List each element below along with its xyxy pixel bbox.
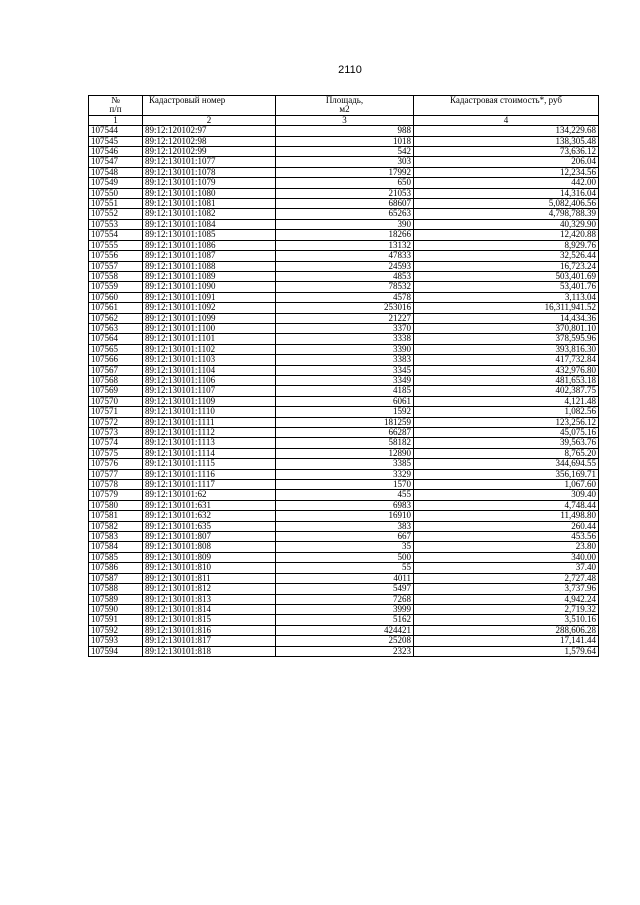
area-cell: 3999 [276,604,414,614]
cadastral-value-cell: 4,942.24 [414,594,599,604]
row-number-cell: 107562 [89,313,143,323]
cadastral-number-cell: 89:12:130101:1084 [143,219,276,229]
cadastral-value-cell: 417,732.84 [414,355,599,365]
area-cell: 65263 [276,209,414,219]
cadastral-value-cell: 453.56 [414,532,599,542]
cadastral-value-cell: 4,798,788.39 [414,209,599,219]
area-cell: 253016 [276,303,414,313]
cadastral-number-cell: 89:12:130101:1078 [143,167,276,177]
cadastral-value-cell: 37.40 [414,563,599,573]
area-cell: 650 [276,178,414,188]
cadastral-number-cell: 89:12:120102:98 [143,136,276,146]
cadastral-number-cell: 89:12:130101:1117 [143,480,276,490]
cadastral-number-cell: 89:12:130101:1080 [143,188,276,198]
area-cell: 47833 [276,251,414,261]
table-row [89,240,599,250]
cadastral-value-cell: 1,082.56 [414,407,599,417]
row-number-cell: 107563 [89,323,143,333]
area-cell: 3385 [276,459,414,469]
cadastral-value-cell: 340.00 [414,552,599,562]
cadastral-value-cell: 8,929.76 [414,240,599,250]
table-row [89,594,599,604]
area-cell: 66287 [276,428,414,438]
cadastral-value-cell: 138,305.48 [414,136,599,146]
table-row [89,230,599,240]
row-number-cell: 107570 [89,396,143,406]
table-row [89,646,599,656]
row-number-cell: 107576 [89,459,143,469]
cadastral-value-cell: 393,816.30 [414,344,599,354]
cadastral-number-cell: 89:12:130101:1091 [143,292,276,302]
cadastral-number-cell: 89:12:130101:812 [143,584,276,594]
cadastral-number-cell: 89:12:130101:817 [143,636,276,646]
area-cell: 455 [276,490,414,500]
row-number-cell: 107593 [89,636,143,646]
cadastral-number-cell: 89:12:130101:1086 [143,240,276,250]
table-row [89,271,599,281]
row-number-cell: 107580 [89,500,143,510]
cadastral-number-cell: 89:12:130101:1109 [143,396,276,406]
area-cell: 1570 [276,480,414,490]
row-number-cell: 107569 [89,386,143,396]
cadastral-number-cell: 89:12:130101:1101 [143,334,276,344]
area-cell: 58182 [276,438,414,448]
table-row [89,313,599,323]
row-number-cell: 107575 [89,448,143,458]
cadastral-number-cell: 89:12:130101:811 [143,573,276,583]
column-number: 3 [276,115,414,125]
row-number-cell: 107560 [89,292,143,302]
cadastral-number-cell: 89:12:130101:1085 [143,230,276,240]
cadastral-value-cell: 481,653.18 [414,375,599,385]
area-cell: 3338 [276,334,414,344]
area-cell: 3345 [276,365,414,375]
cadastral-value-cell: 16,311,941.52 [414,303,599,313]
cadastral-value-cell: 260.44 [414,521,599,531]
column-number-row [89,115,599,125]
area-cell: 21227 [276,313,414,323]
cadastral-value-cell: 123,256.12 [414,417,599,427]
table-row [89,167,599,177]
table-row [89,532,599,542]
row-number-cell: 107558 [89,271,143,281]
cadastral-value-cell: 378,595.96 [414,334,599,344]
header-row-number [89,96,143,116]
table-row [89,584,599,594]
cadastral-value-cell: 14,316.04 [414,188,599,198]
table-row [89,355,599,365]
header-area [276,96,414,116]
area-cell: 4185 [276,386,414,396]
table-row [89,126,599,136]
table-row [89,448,599,458]
row-number-cell: 107567 [89,365,143,375]
cadastral-value-cell: 1,579.64 [414,646,599,656]
cadastral-number-cell: 89:12:130101:1110 [143,407,276,417]
table-row [89,282,599,292]
header-row-number-text: № п/п [109,95,122,115]
table-row [89,147,599,157]
table-row [89,469,599,479]
cadastral-number-cell: 89:12:130101:818 [143,646,276,656]
table-row [89,615,599,625]
area-cell: 390 [276,219,414,229]
area-cell: 18266 [276,230,414,240]
cadastral-value-cell: 32,526.44 [414,251,599,261]
column-number: 1 [89,115,143,125]
cadastral-value-cell: 402,387.75 [414,386,599,396]
row-number-cell: 107588 [89,584,143,594]
area-cell: 16910 [276,511,414,521]
area-cell: 55 [276,563,414,573]
cadastral-number-cell: 89:12:130101:1115 [143,459,276,469]
cadastral-number-cell: 89:12:130101:631 [143,500,276,510]
row-number-cell: 107583 [89,532,143,542]
cadastral-number-cell: 89:12:130101:1092 [143,303,276,313]
cadastral-number-cell: 89:12:130101:1104 [143,365,276,375]
cadastral-number-cell: 89:12:130101:815 [143,615,276,625]
table-row [89,292,599,302]
column-number: 2 [143,115,276,125]
cadastral-number-cell: 89:12:130101:807 [143,532,276,542]
cadastral-number-cell: 89:12:130101:1107 [143,386,276,396]
cadastral-number-cell: 89:12:130101:1082 [143,209,276,219]
table-row [89,386,599,396]
cadastral-number-cell: 89:12:130101:1111 [143,417,276,427]
area-cell: 1592 [276,407,414,417]
table-row [89,428,599,438]
row-number-cell: 107552 [89,209,143,219]
area-cell: 4011 [276,573,414,583]
page-number: 2110 [338,64,362,76]
cadastral-value-cell: 288,606.28 [414,625,599,635]
row-number-cell: 107572 [89,417,143,427]
cadastral-value-cell: 8,765.20 [414,448,599,458]
row-number-cell: 107578 [89,480,143,490]
cadastral-value-cell: 3,113.04 [414,292,599,302]
row-number-cell: 107587 [89,573,143,583]
row-number-cell: 107555 [89,240,143,250]
cadastral-number-cell: 89:12:130101:635 [143,521,276,531]
area-cell: 500 [276,552,414,562]
cadastral-number-cell: 89:12:130101:1102 [143,344,276,354]
table-row [89,459,599,469]
cadastral-number-cell: 89:12:130101:1114 [143,448,276,458]
row-number-cell: 107585 [89,552,143,562]
table-header-row [89,96,599,116]
cadastral-value-cell: 39,563.76 [414,438,599,448]
area-cell: 3383 [276,355,414,365]
table-row [89,136,599,146]
cadastral-value-cell: 17,141.44 [414,636,599,646]
table-row [89,438,599,448]
column-number: 4 [414,115,599,125]
cadastral-value-cell: 206.04 [414,157,599,167]
cadastral-number-cell: 89:12:130101:1090 [143,282,276,292]
table-row [89,407,599,417]
table-row [89,178,599,188]
cadastral-value-cell: 40,329.90 [414,219,599,229]
area-cell: 3329 [276,469,414,479]
row-number-cell: 107564 [89,334,143,344]
cadastral-number-cell: 89:12:130101:1088 [143,261,276,271]
row-number-cell: 107594 [89,646,143,656]
area-cell: 78532 [276,282,414,292]
area-cell: 3349 [276,375,414,385]
table-row [89,573,599,583]
area-cell: 12890 [276,448,414,458]
row-number-cell: 107571 [89,407,143,417]
cadastral-number-cell: 89:12:130101:1116 [143,469,276,479]
area-cell: 24593 [276,261,414,271]
row-number-cell: 107548 [89,167,143,177]
header-cadastral-number: Кадастровый номер [143,96,276,116]
area-cell: 6983 [276,500,414,510]
cadastral-value-cell: 45,075.16 [414,428,599,438]
cadastral-number-cell: 89:12:130101:816 [143,625,276,635]
cadastral-value-cell: 4,121.48 [414,396,599,406]
table-row [89,480,599,490]
table-row [89,365,599,375]
cadastral-value-cell: 442.00 [414,178,599,188]
row-number-cell: 107568 [89,375,143,385]
table-body [89,126,599,657]
cadastral-value-cell: 432,976.80 [414,365,599,375]
row-number-cell: 107579 [89,490,143,500]
area-cell: 988 [276,126,414,136]
area-cell: 25208 [276,636,414,646]
row-number-cell: 107566 [89,355,143,365]
cadastral-number-cell: 89:12:130101:1089 [143,271,276,281]
row-number-cell: 107553 [89,219,143,229]
cadastral-number-cell: 89:12:130101:810 [143,563,276,573]
cadastral-value-cell: 53,401.76 [414,282,599,292]
row-number-cell: 107556 [89,251,143,261]
row-number-cell: 107551 [89,199,143,209]
table-row [89,188,599,198]
area-cell: 5162 [276,615,414,625]
row-number-cell: 107584 [89,542,143,552]
cadastral-value-cell: 23.80 [414,542,599,552]
row-number-cell: 107554 [89,230,143,240]
cadastral-value-cell: 2,719.32 [414,604,599,614]
area-cell: 35 [276,542,414,552]
area-cell: 13132 [276,240,414,250]
cadastral-value-cell: 5,082,406.56 [414,199,599,209]
cadastral-value-cell: 356,169.71 [414,469,599,479]
table-row [89,625,599,635]
row-number-cell: 107546 [89,147,143,157]
cadastral-number-cell: 89:12:130101:1079 [143,178,276,188]
cadastral-value-cell: 4,748.44 [414,500,599,510]
cadastral-number-cell: 89:12:130101:62 [143,490,276,500]
row-number-cell: 107544 [89,126,143,136]
cadastral-value-cell: 12,234.56 [414,167,599,177]
cadastral-number-cell: 89:12:130101:814 [143,604,276,614]
row-number-cell: 107565 [89,344,143,354]
area-cell: 3390 [276,344,414,354]
cadastral-number-cell: 89:12:130101:808 [143,542,276,552]
area-cell: 1018 [276,136,414,146]
cadastral-table [88,95,599,657]
cadastral-number-cell: 89:12:130101:1103 [143,355,276,365]
cadastral-number-cell: 89:12:130101:1081 [143,199,276,209]
cadastral-value-cell: 3,737.96 [414,584,599,594]
table-row [89,417,599,427]
row-number-cell: 107592 [89,625,143,635]
area-cell: 424421 [276,625,414,635]
table-row [89,303,599,313]
cadastral-value-cell: 2,727.48 [414,573,599,583]
row-number-cell: 107577 [89,469,143,479]
row-number-cell: 107561 [89,303,143,313]
cadastral-value-cell: 1,067.60 [414,480,599,490]
cadastral-value-cell: 14,434.36 [414,313,599,323]
table-row [89,542,599,552]
cadastral-value-cell: 73,636.12 [414,147,599,157]
cadastral-number-cell: 89:12:120102:99 [143,147,276,157]
cadastral-value-cell: 11,498.80 [414,511,599,521]
area-cell: 68607 [276,199,414,209]
table-row [89,334,599,344]
area-cell: 6061 [276,396,414,406]
table-row [89,251,599,261]
row-number-cell: 107559 [89,282,143,292]
row-number-cell: 107574 [89,438,143,448]
cadastral-number-cell: 89:12:130101:1099 [143,313,276,323]
area-cell: 383 [276,521,414,531]
row-number-cell: 107573 [89,428,143,438]
row-number-cell: 107589 [89,594,143,604]
area-cell: 4578 [276,292,414,302]
table-row [89,157,599,167]
table-row [89,563,599,573]
cadastral-number-cell: 89:12:130101:809 [143,552,276,562]
cadastral-number-cell: 89:12:130101:1077 [143,157,276,167]
area-cell: 2323 [276,646,414,656]
area-cell: 21053 [276,188,414,198]
cadastral-value-cell: 309.40 [414,490,599,500]
cadastral-value-cell: 12,420.88 [414,230,599,240]
cadastral-number-cell: 89:12:120102:97 [143,126,276,136]
table-row [89,199,599,209]
area-cell: 542 [276,147,414,157]
area-cell: 3370 [276,323,414,333]
table-row [89,521,599,531]
table-row [89,500,599,510]
table-row [89,552,599,562]
cadastral-number-cell: 89:12:130101:1113 [143,438,276,448]
area-cell: 181259 [276,417,414,427]
table-row [89,604,599,614]
area-cell: 667 [276,532,414,542]
cadastral-value-cell: 3,510.16 [414,615,599,625]
cadastral-number-cell: 89:12:130101:1106 [143,375,276,385]
row-number-cell: 107550 [89,188,143,198]
header-cadastral-value: Кадастровая стоимость*, руб [414,96,599,116]
cadastral-value-cell: 16,723.24 [414,261,599,271]
row-number-cell: 107557 [89,261,143,271]
table-row [89,636,599,646]
cadastral-number-cell: 89:12:130101:813 [143,594,276,604]
area-cell: 17992 [276,167,414,177]
table-row [89,209,599,219]
cadastral-value-cell: 344,694.55 [414,459,599,469]
cadastral-number-cell: 89:12:130101:1112 [143,428,276,438]
table-row [89,511,599,521]
area-cell: 303 [276,157,414,167]
table-row [89,490,599,500]
row-number-cell: 107549 [89,178,143,188]
row-number-cell: 107586 [89,563,143,573]
row-number-cell: 107591 [89,615,143,625]
table-row [89,219,599,229]
area-cell: 4853 [276,271,414,281]
cadastral-number-cell: 89:12:130101:1087 [143,251,276,261]
table-row [89,375,599,385]
cadastral-value-cell: 134,229.68 [414,126,599,136]
table-row [89,396,599,406]
area-cell: 5497 [276,584,414,594]
row-number-cell: 107547 [89,157,143,167]
area-cell: 7268 [276,594,414,604]
row-number-cell: 107582 [89,521,143,531]
table-row [89,261,599,271]
header-area-text: Площадь, м2 [325,95,364,115]
cadastral-number-cell: 89:12:130101:1100 [143,323,276,333]
cadastral-number-cell: 89:12:130101:632 [143,511,276,521]
table-row [89,344,599,354]
cadastral-value-cell: 503,401.69 [414,271,599,281]
cadastral-value-cell: 370,801.10 [414,323,599,333]
table-row [89,323,599,333]
row-number-cell: 107545 [89,136,143,146]
row-number-cell: 107581 [89,511,143,521]
row-number-cell: 107590 [89,604,143,614]
